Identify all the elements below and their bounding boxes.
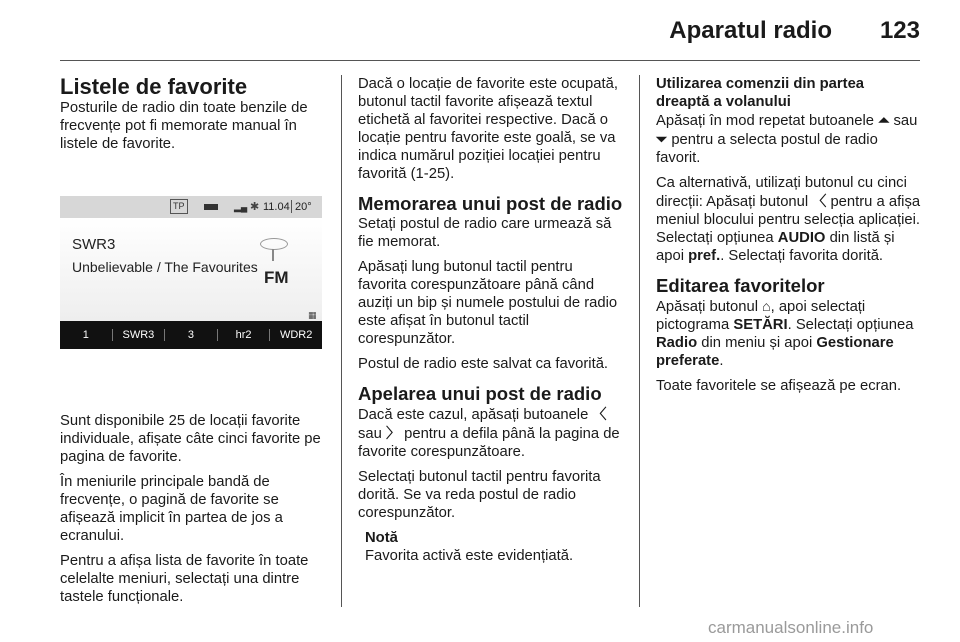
option-radio: Radio	[656, 335, 698, 351]
screen-status-bar	[60, 196, 322, 218]
edit-text-d: din meniu și apoi	[701, 335, 813, 351]
column-divider-right	[639, 75, 640, 607]
steering-text-a: Apăsați în mod repetat butoanele	[656, 113, 874, 129]
status-separator	[291, 200, 292, 213]
seek-up-icon: ⏶	[878, 112, 890, 128]
band-label: FM	[264, 268, 289, 287]
steering2-text-c: din listă și apoi	[656, 230, 895, 264]
favorite-button-1[interactable]: 1	[60, 329, 113, 341]
station-name: SWR3	[72, 236, 116, 253]
seek-down-icon: ⏷	[656, 131, 668, 147]
section-heading-edit: Editarea favoritelor	[656, 275, 825, 296]
option-setari: SETĂRI	[733, 317, 788, 333]
section-heading-recall: Apelarea unui post de radio	[358, 383, 602, 404]
favorite-button-3[interactable]: 3	[165, 329, 218, 341]
column-steering-edit	[656, 75, 921, 402]
recall-text-c: pentru a defila până la pagina de favorite corespunzătoare.	[358, 426, 620, 460]
status-time: 11.04	[263, 201, 290, 213]
signal-icon: ▂▄	[234, 202, 248, 212]
header-divider	[60, 60, 920, 61]
subheading-steering-wheel: Utilizarea comenzii din partea dreaptă a volanului	[656, 76, 865, 110]
option-gestionare-preferate: Gestionare preferate	[656, 335, 894, 369]
home-icon: ⌂	[762, 298, 771, 314]
chevron-left-icon: 〈	[592, 406, 607, 422]
section-heading-store: Memorarea unui post de radio	[358, 193, 623, 214]
antenna-icon	[260, 238, 288, 250]
paragraph-store-1: Setați postul de radio care urmează să fie memorat.	[358, 216, 612, 250]
favorites-bar	[60, 321, 322, 349]
favorite-button-4[interactable]: hr2	[218, 329, 271, 341]
steering2-text-a: Ca alternativă, utilizați butonul cu cinci direcții: Apăsați butonul	[656, 175, 907, 210]
edit-text-b: , apoi selectați pictograma	[656, 299, 866, 333]
status-temperature: 20°	[295, 201, 312, 213]
antenna-stem-icon	[272, 249, 274, 261]
edit-text-e: .	[719, 353, 724, 369]
column-store-recall	[358, 75, 623, 565]
page-header	[60, 0, 920, 62]
note-box	[365, 529, 623, 565]
paragraph-store-2: Apăsați lung butonul tactil pentru favorita corespunzătoare până când auziți un bip și numele postului de radio este afișat în butonul tactil corespunzător.	[358, 259, 618, 347]
section-heading-favorites: Listele de favorite	[60, 74, 248, 99]
paragraph-steering-1	[656, 111, 921, 167]
paragraph-recall-1	[358, 405, 623, 461]
paragraph-steering-2	[656, 174, 921, 265]
paragraph-favorites-default: În meniurile principale bandă de frecvențe, o pagină de favorite se afișează implicit în partea de jos a ecranului.	[60, 474, 283, 544]
page-number: 123	[879, 17, 920, 44]
screen-main-area	[60, 218, 322, 321]
favorite-button-2[interactable]: SWR3	[113, 329, 166, 341]
note-text: Favorita activă este evidențiată.	[365, 548, 574, 564]
battery-icon	[204, 204, 218, 210]
paragraph-favorite-label: Dacă o locație de favorite este ocupată, butonul tactil favorite afișează textul etichetă al favoritei respective. Dacă o locație pentru favorite este goală, se va indica numărul poziției locației pentru favorită (1-25).	[358, 76, 618, 182]
paragraph-edit-1	[656, 297, 921, 370]
paragraph-intro: Posturile de radio din toate benzile de frecvențe pot fi memorate manual în listele de favorite.	[60, 100, 308, 152]
recall-text-b: sau	[358, 426, 382, 442]
edit-text-c: . Selectați opțiunea	[787, 317, 914, 333]
paragraph-store-3: Postul de radio este salvat ca favorită.	[358, 356, 609, 372]
page-section-title: Aparatul radio	[669, 17, 832, 44]
watermark: carmanualsonline.info	[708, 618, 874, 637]
paragraph-edit-2: Toate favoritele se afișează pe ecran.	[656, 378, 902, 394]
chevron-right-icon: 〉	[385, 425, 400, 441]
note-title: Notă	[365, 530, 398, 546]
favorite-button-5[interactable]: WDR2	[279, 329, 313, 341]
grid-icon: ▦	[308, 310, 317, 320]
steering-text-b: sau	[893, 113, 918, 129]
track-info: Unbelievable / The Favourites	[72, 259, 258, 275]
paragraph-favorites-count: Sunt disponibile 25 de locații favorite individuale, afișate câte cinci favorite pe pagina de favorite.	[60, 413, 321, 465]
paragraph-recall-2: Selectați butonul tactil pentru favorita dorită. Se va reda postul de radio corespunzător.	[358, 469, 601, 521]
column-divider-left	[341, 75, 342, 607]
tp-badge: TP	[170, 199, 188, 214]
paragraph-favorites-other-menus: Pentru a afișa lista de favorite în toate celelalte meniuri, selectați una dintre tastele funcționale.	[60, 553, 309, 605]
edit-text-a: Apăsați butonul	[656, 299, 759, 315]
radio-screen-illustration	[60, 196, 322, 349]
recall-text-a: Dacă este cazul, apăsați butoanele	[358, 407, 589, 423]
chevron-left-icon: 〈	[812, 193, 827, 209]
option-audio: AUDIO	[777, 230, 826, 246]
bluetooth-icon: ✱	[250, 201, 260, 213]
steering2-text-d: . Selectați favorita dorită.	[720, 248, 884, 264]
option-pref: pref.	[688, 248, 721, 264]
steering-text-c: pentru a selecta postul de radio favorit.	[656, 132, 878, 166]
steering2-text-b: pentru a afișa meniul blocului pentru selecția aplicației. Selectați opțiunea	[656, 194, 921, 246]
